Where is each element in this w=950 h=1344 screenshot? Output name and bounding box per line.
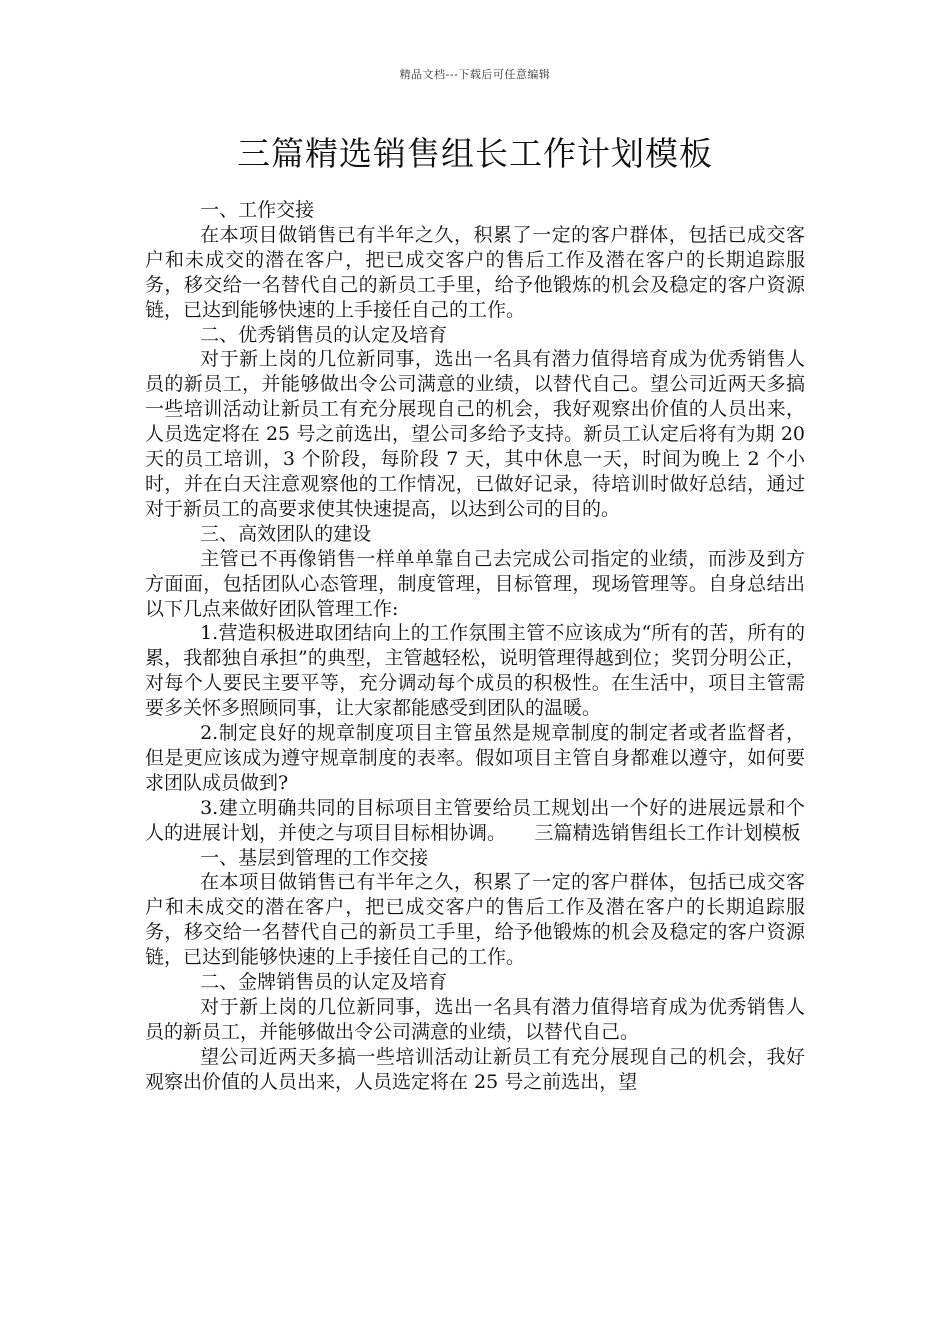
section-heading-team: 三、高效团队的建设 <box>200 522 372 545</box>
paragraph-training: 对于新上岗的几位新同事，选出一名具有潜力值得培育成为优秀销售人员的新员工，并能够做出令公司满意的业绩，以替代自己。望公司近两天多搞一些培训活动让新员工有充分展现自己的机会，我好观察出价值的人员出来，人员选定将在 25 号之前选出，望公司多给予支持。新员工认定后将有为期 20 天的员工培训，3 个阶段，每阶段 7 天，其中休息一天，时间为晚上 2 个小时，并在白天注意观察他的工作情况，已做好记录，待培训时做好总结，通过对于新员工的高要求使其快速提高，以达到公司的目的。 <box>145 348 805 520</box>
page-header: 精品文档---下载后可任意编辑 <box>399 68 551 81</box>
paragraph-handover: 在本项目做销售已有半年之久，积累了一定的客户群体，包括已成交客户和未成交的潜在客户，把已成交客户的售后工作及潜在客户的长期追踪服务，移交给一名替代自己的新员工手里，给予他锻炼的机会及稳定的客户资源链，已达到能够快速的上手接任自己的工作。 <box>145 223 805 321</box>
paragraph-team-point-1: 1.营造积极进取团结向上的工作氛围主管不应该成为“所有的苦，所有的累，我都独自承担”的典型，主管越轻松，说明管理得越到位；奖罚分明公正，对每个人要民主要平等，充分调动每个成员的积极性。在生活中，项目主管需要多关怀多照顾同事，让大家都能感受到团队的温暖。 <box>145 622 805 720</box>
paragraph-training-2: 对于新上岗的几位新同事，选出一名具有潜力值得培育成为优秀销售人员的新员工，并能够做出令公司满意的业绩，以替代自己。 <box>145 996 805 1043</box>
paragraph-team-intro: 主管已不再像销售一样单单靠自己去完成公司指定的业绩，而涉及到方方面面，包括团队心态管理，制度管理，目标管理，现场管理等。自身总结出以下几点来做好团队管理工作: <box>145 547 805 620</box>
section-heading-handover-2: 一、基层到管理的工作交接 <box>200 846 429 869</box>
paragraph-handover-2: 在本项目做销售已有半年之久，积累了一定的客户群体，包括已成交客户和未成交的潜在客户，把已成交客户的售后工作及潜在客户的长期追踪服务，移交给一名替代自己的新员工手里，给予他锻炼的机会及稳定的客户资源链，已达到能够快速的上手接任自己的工作。 <box>145 871 805 969</box>
section-heading-training: 二、优秀销售员的认定及培育 <box>200 323 448 346</box>
section-heading-handover: 一、工作交接 <box>200 199 315 221</box>
paragraph-training-2-cont: 望公司近两天多搞一些培训活动让新员工有充分展现自己的机会，我好观察出价值的人员出来，人员选定将在 25 号之前选出，望 <box>145 1045 805 1093</box>
document-title: 三篇精选销售组长工作计划模板 <box>237 134 713 173</box>
document-body <box>145 198 805 1095</box>
paragraph-team-point-2: 2.制定良好的规章制度项目主管虽然是规章制度的制定者或者监督者，但是更应该成为遵守规章制度的表率。假如项目主管自身都难以遵守，如何要求团队成员做到? <box>145 722 805 794</box>
section-heading-training-2: 二、金牌销售员的认定及培育 <box>200 971 448 994</box>
paragraph-team-point-3: 3.建立明确共同的目标项目主管要给员工规划出一个好的进展远景和个人的进展计划，并使之与项目目标相协调。 三篇精选销售组长工作计划模板 <box>145 796 805 844</box>
